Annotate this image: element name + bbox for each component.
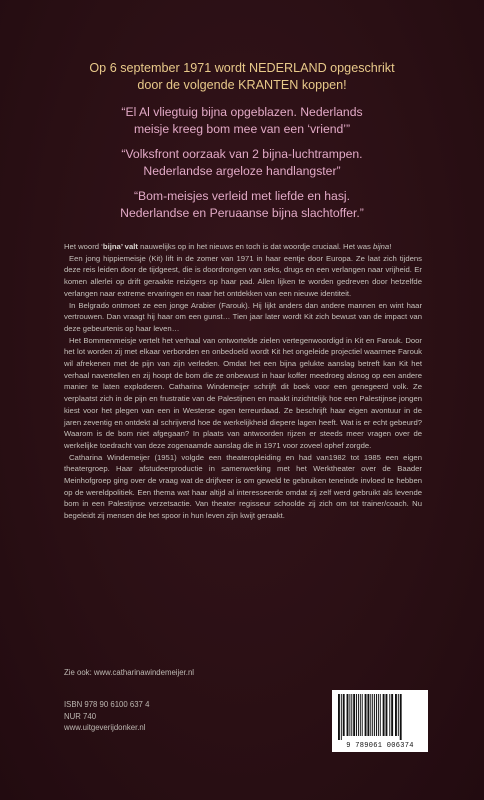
barcode-bar xyxy=(351,694,352,736)
barcode-bar xyxy=(353,694,355,736)
headline-line-2: door de volgende KRANTEN koppen! xyxy=(137,78,347,92)
publisher-website: www.uitgeverijdonker.nl xyxy=(64,723,146,733)
barcode-bar xyxy=(370,694,371,736)
quote-1 xyxy=(56,104,428,137)
headline-line-1: Op 6 september 1971 wordt NEDERLAND opgeschrikt xyxy=(89,61,395,75)
blurb-paragraph-2: Een jong hippiemeisje (Kit) lift in de zomer van 1971 in haar eentje door Europa. Ze laat zich tijdens deze reis leiden door de tijdgeest, die is doordrongen van seks, drugs en een verlangen naar vrijheid. Er komen allerlei op drift geraakte reizigers op haar pad. Allen lijken te worden gedreven door hetzelfde verlangen naar extreme ervaringen en naar het ontdekken van een nieuwe identiteit. xyxy=(64,253,422,298)
intro-text-a: Het woord ‘ xyxy=(64,242,103,251)
barcode-bar xyxy=(362,694,363,736)
barcode-bar xyxy=(341,694,342,740)
barcode-bar xyxy=(400,694,402,740)
quote-2 xyxy=(56,146,428,179)
barcode-bar xyxy=(358,694,359,736)
blurb-paragraph-4: Het Bommenmeisje vertelt het verhaal van ontwortelde zielen vertegenwoordigd in Kit en Farouk. Door het lot worden zij met elkaar verbonden en onbedoeld wordt Kit het ongeleide projectiel waarmee Farouk wil afrekenen met de pijn van zijn verleden. Omdat het een bijna gelukte aanslag betreft kan Kit het verhaal navertellen en zij hoopt de bom die ze onbewust in haar koffer meedroeg alsnog op een andere manier te laten exploderen. Catharina Windemeijer schrijft dit boek voor een genegeerd volk. Ze verplaatst zich in de pijn en frustratie van de Palestijnen en maakt inzichtelijk hoe een Palestijnse jongen kiest voor het plegen van een in Westerse ogen terreurdaad. Ze beschrijft haar eigen avontuur in de jaren zeventig en ontdekt al schrijvend hoe de werkelijkheid diepere lagen heeft. Wat is er echt gebeurd? Waarom is de bom niet afgegaan? In plaats van antwoorden rijzen er steeds meer vragen over de werkelijke toedracht van deze zogenaamde aanslag die in 1971 voor zoveel ophef zorgde. xyxy=(64,335,422,450)
barcode-bar xyxy=(395,694,397,736)
barcode xyxy=(332,690,428,752)
barcode-bar xyxy=(380,694,381,736)
publication-meta xyxy=(64,699,264,734)
barcode-bar xyxy=(378,694,379,736)
quote-1-line-2: meisje kreeg bom mee van een ‘vriend’” xyxy=(133,121,351,136)
barcode-bars xyxy=(332,690,428,740)
barcode-bar xyxy=(372,694,373,736)
blurb-paragraph-intro xyxy=(64,241,422,253)
blurb xyxy=(64,241,422,522)
barcode-digits: 9 789061 006374 xyxy=(346,742,414,750)
nur-code: NUR 740 xyxy=(64,711,97,721)
blurb-paragraph-author: Catharina Windemeijer (1951) volgde een theateropleiding en had van1982 tot 1985 een eigen theatergroep. Haar afstudeerproductie in samenwerking met het Werktheater over de Baader Meinhofgroep ging over de vraag wat de drijfveer is om geweld te gebruiken teneinde invloed te hebben op de wereldpolitiek. Een thema wat haar altijd al interesseerde omdat zij zelf werd gebruikt als levende bom in een Palestijnse verzetsactie. Van theater regisseur schoolde zij zich om tot trainer/coach. Nu begeleidt zij mensen die het spoor in hun leven zijn kwijt geraakt. xyxy=(64,452,422,521)
isbn: ISBN 978 90 6100 637 4 xyxy=(64,700,150,709)
barcode-bar xyxy=(343,694,345,736)
quote-1-line-1: “El Al vliegtuig bijna opgeblazen. Nederlands xyxy=(121,105,363,119)
barcode-bar xyxy=(356,694,357,736)
intro-text-b: nauwelijks op in het nieuws en toch is dat woordje cruciaal. Het was xyxy=(137,242,373,251)
barcode-bar xyxy=(374,694,375,736)
intro-text-c: ! xyxy=(389,242,392,251)
barcode-bar xyxy=(365,694,367,736)
blurb-paragraph-3: In Belgrado ontmoet ze een jonge Arabier (Farouk). Hij lijkt anders dan andere mannen en wint haar vertrouwen. Dan vraagt hij haar om een gunst… Tien jaar later wordt Kit zich bewust van de impact van deze gebeurtenis op haar leven… xyxy=(64,300,422,333)
see-also-link: Zie ook: www.catharinawindemeijer.nl xyxy=(64,668,195,677)
barcode-bar xyxy=(338,694,340,740)
quote-2-line-2: Nederlandse argeloze handlangster” xyxy=(143,163,341,178)
barcode-bar xyxy=(376,694,377,736)
barcode-bar xyxy=(367,694,369,736)
barcode-bar xyxy=(389,694,390,736)
barcode-bar xyxy=(398,694,399,736)
barcode-bar xyxy=(360,694,361,736)
quote-3 xyxy=(56,188,428,221)
newspaper-quotes xyxy=(56,104,428,230)
quote-2-line-1: “Volksfront oorzaak van 2 bijna-luchtrampen. xyxy=(121,147,363,161)
intro-italic: bijna xyxy=(372,242,390,251)
barcode-bar xyxy=(383,694,385,736)
barcode-bar xyxy=(391,694,393,736)
barcode-bar xyxy=(347,694,349,736)
quote-3-line-1: “Bom-meisjes verleid met liefde en hasj. xyxy=(133,189,351,203)
quote-3-line-2: Nederlandse en Peruaanse bijna slachtoffer.” xyxy=(120,205,364,220)
barcode-bar xyxy=(349,694,350,736)
headline xyxy=(40,60,444,94)
barcode-bar xyxy=(386,694,388,736)
intro-bold: bijna’ valt xyxy=(102,242,138,251)
